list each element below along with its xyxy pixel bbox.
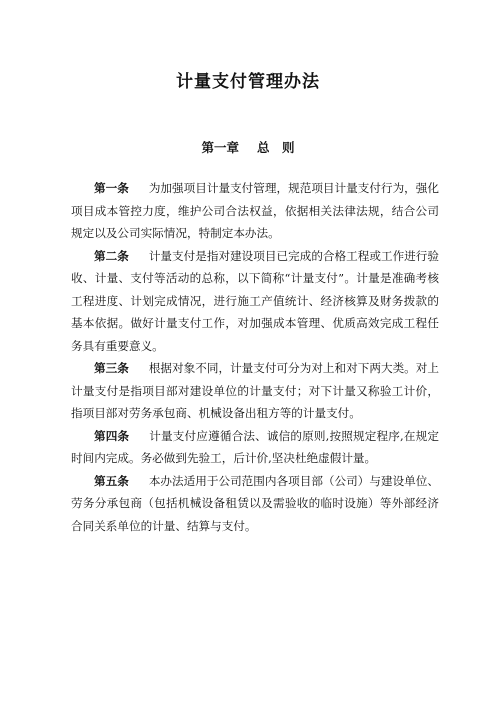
chapter-number: 第一章 [201,140,239,155]
article-text: 计量支付应遵循合法、诚信的原则,按照规定程序,在规定时间内完成。务必做到先验工，后计价,坚决杜绝虚假计量。 [71,428,439,465]
article-list [71,177,439,537]
article-text: 为加强项目计量支付管理，规范项目计量支付行为，强化项目成本管控力度，维护公司合法权益，依据相关法律法规，结合公司规定以及公司实际情况，特制定本办法。 [71,181,439,240]
article-4 [71,425,439,470]
article-5 [71,470,439,538]
article-number: 第三条 [94,361,129,375]
document-title: 计量支付管理办法 [176,72,320,92]
article-number: 第五条 [94,473,129,488]
chapter-name: 总 则 [257,140,295,155]
article-2 [71,245,439,358]
chapter-heading [0,138,496,156]
article-1 [71,177,439,245]
article-3 [71,357,439,425]
article-text: 本办法适用于公司范围内各项目部（公司）与建设单位、劳务分承包商（包括机械设备租赁以及需验收的临时设施）等外部经济合同关系单位的计量、结算与支付。 [71,473,439,533]
article-number: 第二条 [94,248,129,263]
article-number: 第四条 [94,428,130,443]
article-number: 第一条 [94,181,129,195]
article-text: 根据对象不同，计量支付可分为对上和对下两大类。对上计量支付是指项目部对建设单位的计量支付；对下计量又称验工计价，指项目部对劳务承包商、机械设备出租方等的计量支付。 [71,361,439,420]
article-text: 计量支付是指对建设项目已完成的合格工程或工作进行验收、计量、支付等活动的总称，以下简称“计量支付”。计量是准确考核工程进度、计划完成情况，进行施工产值统计、经济核算及财务拨款的基本依据。做好计量支付工作，对加强成本管理、优质高效完成工程任务具有重要意义。 [71,248,439,353]
